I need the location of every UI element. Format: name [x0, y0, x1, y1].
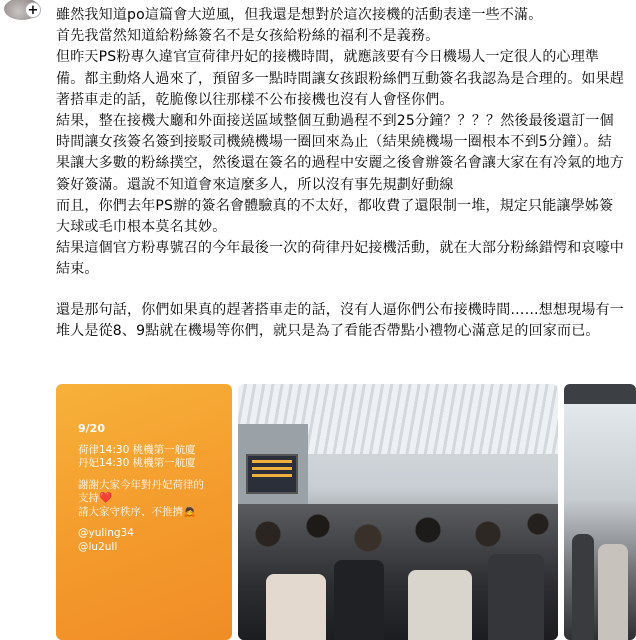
flight-board-shape [246, 454, 298, 494]
post-paragraph-5: 而且，你們去年PS辦的簽名會體驗真的不太好，都收費了還限制一堆，規定只能讓學姊簽大球或毛巾根本莫名其妙。 [56, 197, 614, 236]
notice-image[interactable] [56, 384, 232, 640]
notice-schedule-1: 荷律14:30 桃機第一航廈 [78, 443, 196, 456]
canopy-shape [564, 384, 636, 404]
notice-text [78, 422, 228, 562]
notice-schedule-2: 丹妃14:30 桃機第一航廈 [78, 457, 196, 469]
notice-request: 請大家守秩序、不推擠🙇 [78, 505, 197, 518]
notice-thanks: 謝謝大家今年對丹妃荷律的 [78, 478, 204, 491]
notice-handle-1: @yuling34 [78, 527, 134, 539]
airport-crowd-photo[interactable] [238, 384, 558, 640]
person-shape [334, 560, 384, 640]
person-shape [598, 544, 628, 640]
post-closing: 還是那句話，你們如果真的趕著搭車走的話，沒有人逼你們公布接機時間……想想現場有一堆人是從8、9點就在機場等你們，就只是為了看能否帶點小禮物心滿意足的回家而已。 [56, 301, 624, 339]
post-paragraph-1: 雖然我知道po這篇會大逆風，但我還是想對於這次接機的活動表達一些不滿。 [56, 7, 543, 23]
photo-gallery [56, 384, 636, 640]
notice-date: 9/20 [78, 422, 105, 435]
notice-support: 支持 [78, 492, 99, 504]
heart-icon: ❤️ [99, 492, 113, 504]
airport-side-photo[interactable] [564, 384, 636, 640]
person-shape [488, 554, 544, 640]
post-body [56, 5, 626, 342]
person-shape [572, 534, 594, 640]
plus-icon[interactable]: + [25, 2, 41, 18]
person-shape [266, 574, 326, 640]
post-paragraph-3: 但昨天PS粉專久違官宣荷律丹妃的接機時間，就應該要有今日機場人一定很人的心理準備。都主動烙人過來了，預留多一點時間讓女孩跟粉絲們互動簽名我認為是合理的。如果趕著搭車走的話，乾脆像以往那樣不公布接機也沒有人會怪你們。 [56, 49, 624, 108]
notice-handle-2: @lu2ull [78, 540, 118, 553]
post-paragraph-4: 結果，整在接機大廳和外面接送區域整個互動過程不到25分鐘？？？？然後最後還訂一個時間讓女孩簽名簽到接駁司機繞機場一圈回來為止（結果繞機場一圈根本不到5分鐘）。結果讓大多數的粉絲撲空，然後還在簽名的過程中安麗之後會辦簽名會讓大家在有冷氣的地方簽好簽滿。還說不知道會來這麼多人，所以沒有事先規劃好動線 [56, 113, 624, 193]
person-shape [408, 570, 472, 640]
post-paragraph-2: 首先我當然知道給粉絲簽名不是女孩給粉絲的福利不是義務。 [56, 28, 440, 45]
post-paragraph-6: 結果這個官方粉專號召的今年最後一次的荷律丹妃接機活動，就在大部分粉絲錯愕和哀嚎中結束。 [56, 240, 624, 278]
